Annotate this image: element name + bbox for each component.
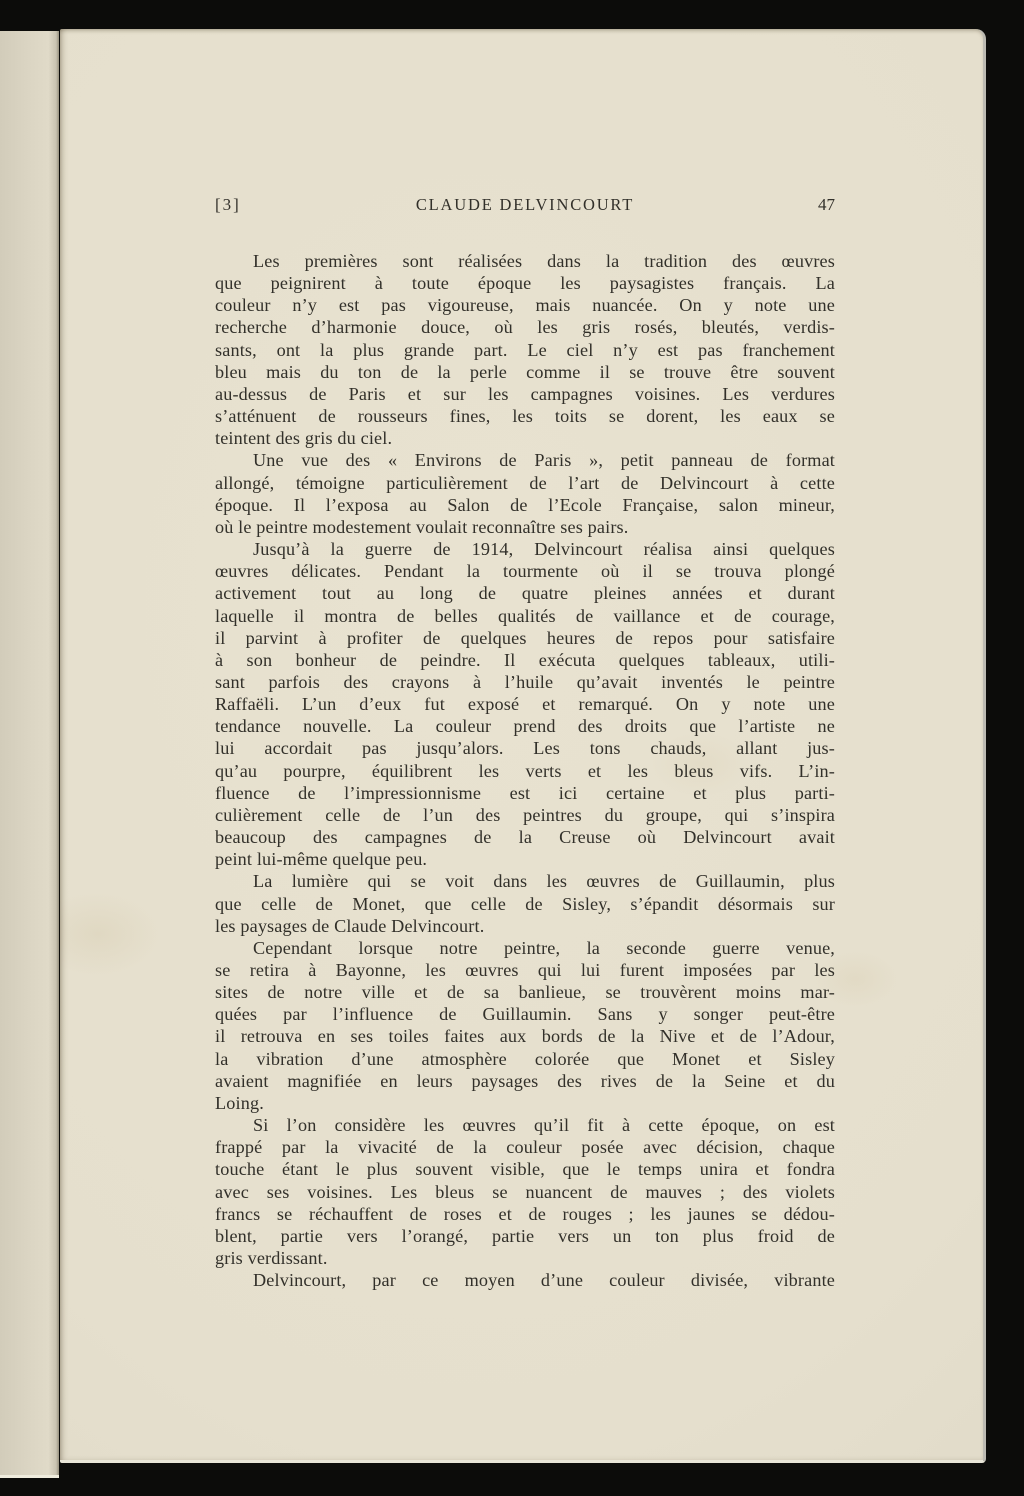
page-header — [215, 195, 835, 215]
text-line: lui accordait pas jusqu’alors. Les tons chauds, allant jus- — [215, 738, 835, 759]
text-line: gris verdissant. — [215, 1248, 328, 1269]
header-title: CLAUDE DELVINCOURT — [415, 195, 635, 214]
text-line: au-dessus de Paris et sur les campagnes voisines. Les verdures — [215, 383, 835, 404]
text-line: fluence de l’impressionnisme est ici certaine et plus parti- — [215, 782, 835, 803]
text-line: couleur n’y est pas vigoureuse, mais nuancée. On y note une — [215, 295, 835, 316]
paragraph — [215, 250, 835, 449]
text-line: Cependant lorsque notre peintre, la seconde guerre venue, — [253, 937, 835, 958]
header-section-number: [3] — [215, 195, 241, 214]
paragraph — [215, 1269, 835, 1291]
text-line: Jusqu’à la guerre de 1914, Delvincourt réalisa ainsi quelques — [253, 539, 835, 560]
text-line: francs se réchauffent de roses et de rouges ; les jaunes se dédou- — [215, 1203, 835, 1224]
text-line: peint lui-même quelque peu. — [215, 849, 428, 870]
text-line: recherche d’harmonie douce, où les gris rosés, bleutés, verdis- — [215, 317, 835, 338]
text-line: Loing. — [215, 1092, 264, 1113]
text-line: s’atténuent de rousseurs fines, les toits se dorent, les eaux se — [215, 406, 835, 427]
body-text — [215, 250, 835, 1291]
text-line: blent, partie vers l’orangé, partie vers un ton plus froid de — [215, 1225, 835, 1246]
book-page — [60, 29, 986, 1463]
text-line: avaient magnifiée en leurs paysages des rives de la Seine et du — [215, 1070, 835, 1091]
text-line: sants, ont la plus grande part. Le ciel n’y est pas franchement — [215, 339, 835, 360]
text-line: les paysages de Claude Delvincourt. — [215, 915, 485, 936]
text-line: il parvint à profiter de quelques heures de repos pour satisfaire — [215, 627, 835, 648]
text-line: teintent des gris du ciel. — [215, 428, 393, 449]
text-line: quées par l’influence de Guillaumin. Sans y songer peut-être — [215, 1004, 835, 1025]
text-line: culièrement celle de l’un des peintres du groupe, qui s’inspira — [215, 804, 835, 825]
text-line: avec ses voisines. Les bleus se nuancent de mauves ; des violets — [215, 1181, 835, 1202]
text-line: Les premières sont réalisées dans la tradition des œuvres — [253, 251, 835, 271]
text-line: bleu mais du ton de la perle comme il se trouve être souvent — [215, 361, 835, 382]
text-line: touche étant le plus souvent visible, que le temps unira et fondra — [215, 1159, 835, 1180]
paragraph — [215, 1114, 835, 1269]
text-line: allongé, témoigne particulièrement de l’art de Delvincourt à cette — [215, 472, 835, 493]
text-line: La lumière qui se voit dans les œuvres de Guillaumin, plus — [253, 871, 835, 892]
text-line: œuvres délicates. Pendant la tourmente où il se trouva plongé — [215, 561, 835, 582]
text-line: beaucoup des campagnes de la Creuse où Delvincourt avait — [215, 827, 835, 848]
text-line: sant parfois des crayons à l’huile qu’avait inventés le peintre — [215, 671, 835, 692]
text-line: à son bonheur de peindre. Il exécuta quelques tableaux, utili- — [215, 649, 835, 670]
text-line: laquelle il montra de belles qualités de vaillance et de courage, — [215, 605, 835, 626]
text-line: Une vue des « Environs de Paris », petit panneau de format — [253, 450, 835, 471]
text-line: époque. Il l’exposa au Salon de l’Ecole Française, salon mineur, — [215, 494, 835, 515]
text-line: Delvincourt, par ce moyen d’une couleur divisée, vibrante — [253, 1270, 835, 1291]
text-line: il retrouva en ses toiles faites aux bords de la Nive et de l’Adour, — [215, 1026, 835, 1047]
text-line: où le peintre modestement voulait reconnaître ses pairs. — [215, 516, 629, 537]
paragraph — [215, 449, 835, 538]
text-line: Raffaëli. L’un d’eux fut exposé et remarqué. On y note une — [215, 694, 835, 715]
page-content — [215, 29, 835, 1460]
text-line: activement tout au long de quatre pleines années et durant — [215, 583, 835, 604]
paragraph — [215, 937, 835, 1114]
text-line: Si l’on considère les œuvres qu’il fit à cette époque, on est — [253, 1115, 835, 1136]
text-line: qu’au pourpre, équilibrent les verts et les bleus vifs. L’in- — [215, 760, 835, 781]
text-line: tendance nouvelle. La couleur prend des droits que l’artiste ne — [215, 716, 835, 737]
text-line: la vibration d’une atmosphère colorée que Monet et Sisley — [215, 1048, 835, 1069]
paragraph — [215, 538, 835, 870]
previous-page-edge — [0, 31, 59, 1478]
header-page-number: 47 — [818, 195, 836, 214]
paragraph — [215, 870, 835, 936]
text-line: sites de notre ville et de sa banlieue, se trouvèrent moins mar- — [215, 982, 835, 1003]
text-line: frappé par la vivacité de la couleur posée avec décision, chaque — [215, 1137, 835, 1158]
text-line: que peignirent à toute époque les paysagistes français. La — [215, 273, 835, 294]
text-line: se retira à Bayonne, les œuvres qui lui furent imposées par les — [215, 960, 835, 980]
text-line: que celle de Monet, que celle de Sisley, s’épandit désormais sur — [215, 893, 835, 914]
